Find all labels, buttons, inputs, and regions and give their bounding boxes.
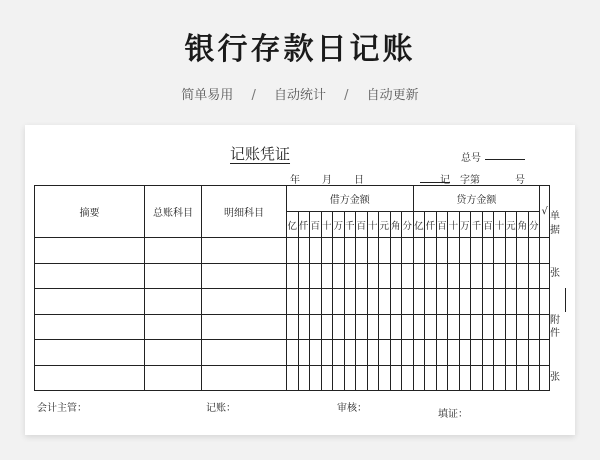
amount-cell[interactable]: [436, 289, 448, 315]
debit-digit-4: 万: [333, 212, 345, 238]
amount-cell[interactable]: [459, 365, 471, 391]
amount-cell[interactable]: [494, 365, 506, 391]
amount-cell[interactable]: [517, 263, 529, 289]
table-row: [35, 314, 550, 340]
amount-cell[interactable]: [517, 289, 529, 315]
detail-account-cell[interactable]: [202, 263, 287, 289]
amount-cell[interactable]: [436, 263, 448, 289]
check-cell[interactable]: [540, 314, 550, 340]
col-debit: 借方金额: [287, 186, 414, 212]
credit-digit-4: 万: [459, 212, 471, 238]
summary-cell[interactable]: [35, 340, 145, 366]
amount-cell[interactable]: [379, 340, 391, 366]
summary-cell[interactable]: [35, 263, 145, 289]
amount-cell[interactable]: [298, 314, 310, 340]
date-month: 月: [322, 175, 332, 186]
footer-supervisor: 会计主管：: [37, 403, 87, 414]
amount-cell[interactable]: [413, 289, 425, 315]
table-row: [35, 289, 550, 315]
credit-digit-5: 千: [471, 212, 483, 238]
amount-cell[interactable]: [390, 263, 402, 289]
debit-digit-2: 百: [310, 212, 322, 238]
side-zhang-bottom: 张: [550, 372, 560, 383]
feature-auto-stats: 自动统计: [273, 88, 326, 103]
footer-auditor: 审核：: [337, 403, 367, 414]
general-account-cell[interactable]: [145, 314, 202, 340]
amount-cell[interactable]: [321, 365, 333, 391]
amount-cell[interactable]: [390, 340, 402, 366]
debit-digit-8: 元: [379, 212, 391, 238]
amount-cell[interactable]: [379, 263, 391, 289]
voucher-title: 记账凭证: [230, 145, 291, 163]
amount-cell[interactable]: [517, 238, 529, 264]
page-title: 银行存款日记账: [184, 32, 416, 67]
amount-cell[interactable]: [528, 263, 540, 289]
amount-cell[interactable]: [310, 289, 322, 315]
summary-cell[interactable]: [35, 238, 145, 264]
credit-digit-10: 分: [528, 212, 540, 238]
amount-cell[interactable]: [356, 314, 368, 340]
amount-cell[interactable]: [482, 365, 494, 391]
amount-cell[interactable]: [448, 365, 460, 391]
debit-digit-1: 仟: [298, 212, 310, 238]
amount-cell[interactable]: [390, 238, 402, 264]
general-account-cell[interactable]: [145, 238, 202, 264]
detail-account-cell[interactable]: [202, 238, 287, 264]
amount-cell[interactable]: [402, 289, 414, 315]
amount-cell[interactable]: [367, 289, 379, 315]
amount-cell[interactable]: [287, 365, 299, 391]
amount-cell[interactable]: [287, 238, 299, 264]
amount-cell[interactable]: [505, 238, 517, 264]
amount-cell[interactable]: [367, 238, 379, 264]
amount-cell[interactable]: [402, 340, 414, 366]
amount-cell[interactable]: [298, 289, 310, 315]
amount-cell[interactable]: [471, 365, 483, 391]
amount-cell[interactable]: [459, 289, 471, 315]
check-cell[interactable]: [540, 340, 550, 366]
table-row: [35, 365, 550, 391]
check-cell[interactable]: [540, 263, 550, 289]
amount-cell[interactable]: [425, 314, 437, 340]
amount-cell[interactable]: [344, 238, 356, 264]
amount-cell[interactable]: [321, 289, 333, 315]
amount-cell[interactable]: [425, 340, 437, 366]
feature-easy: 简单易用: [181, 88, 234, 103]
feature-auto-update: 自动更新: [366, 88, 419, 103]
amount-cell[interactable]: [471, 289, 483, 315]
amount-cell[interactable]: [505, 263, 517, 289]
amount-cell[interactable]: [333, 365, 345, 391]
amount-cell[interactable]: [413, 238, 425, 264]
amount-cell[interactable]: [379, 314, 391, 340]
amount-cell[interactable]: [494, 263, 506, 289]
date-day: 日: [354, 175, 364, 186]
voucher-number-blank: [485, 159, 525, 160]
detail-account-cell[interactable]: [202, 365, 287, 391]
general-account-cell[interactable]: [145, 365, 202, 391]
summary-cell[interactable]: [35, 365, 145, 391]
amount-cell[interactable]: [356, 238, 368, 264]
amount-cell[interactable]: [517, 340, 529, 366]
amount-cell[interactable]: [367, 263, 379, 289]
amount-cell[interactable]: [402, 314, 414, 340]
voucher-table: [34, 185, 550, 391]
amount-cell[interactable]: [494, 314, 506, 340]
amount-cell[interactable]: [505, 340, 517, 366]
credit-digit-3: 十: [448, 212, 460, 238]
amount-cell[interactable]: [298, 340, 310, 366]
amount-cell[interactable]: [310, 314, 322, 340]
amount-cell[interactable]: [517, 365, 529, 391]
side-ju: 据: [550, 225, 560, 236]
general-account-cell[interactable]: [145, 289, 202, 315]
side-zhang-top: 张: [550, 268, 560, 279]
feature-separator: /: [344, 88, 349, 103]
amount-cell[interactable]: [425, 238, 437, 264]
credit-digit-7: 十: [494, 212, 506, 238]
check-cell[interactable]: [540, 289, 550, 315]
amount-cell[interactable]: [379, 238, 391, 264]
col-summary: 摘要: [35, 186, 145, 238]
col-detail-account: 明细科目: [202, 186, 287, 238]
amount-cell[interactable]: [505, 365, 517, 391]
detail-account-cell[interactable]: [202, 314, 287, 340]
amount-cell[interactable]: [298, 238, 310, 264]
date-year: 年: [290, 175, 300, 186]
amount-cell[interactable]: [287, 289, 299, 315]
amount-cell[interactable]: [448, 289, 460, 315]
amount-cell[interactable]: [333, 314, 345, 340]
debit-digit-3: 十: [321, 212, 333, 238]
amount-cell[interactable]: [310, 365, 322, 391]
amount-cell[interactable]: [310, 263, 322, 289]
amount-cell[interactable]: [333, 263, 345, 289]
amount-cell[interactable]: [390, 365, 402, 391]
general-account-cell[interactable]: [145, 340, 202, 366]
credit-digit-9: 角: [517, 212, 529, 238]
amount-cell[interactable]: [482, 314, 494, 340]
summary-cell[interactable]: [35, 289, 145, 315]
amount-cell[interactable]: [390, 289, 402, 315]
amount-cell[interactable]: [448, 314, 460, 340]
amount-cell[interactable]: [390, 314, 402, 340]
side-jian: 件: [550, 328, 560, 339]
amount-cell[interactable]: [356, 340, 368, 366]
amount-cell[interactable]: [413, 365, 425, 391]
check-cell[interactable]: [540, 365, 550, 391]
amount-cell[interactable]: [459, 238, 471, 264]
amount-cell[interactable]: [333, 238, 345, 264]
amount-cell[interactable]: [425, 365, 437, 391]
amount-cell[interactable]: [379, 365, 391, 391]
amount-cell[interactable]: [482, 340, 494, 366]
amount-cell[interactable]: [471, 238, 483, 264]
amount-cell[interactable]: [287, 263, 299, 289]
amount-cell[interactable]: [321, 238, 333, 264]
voucher-hao: 号: [515, 175, 525, 186]
col-credit: 贷方金额: [413, 186, 540, 212]
amount-cell[interactable]: [287, 340, 299, 366]
amount-cell[interactable]: [321, 314, 333, 340]
amount-cell[interactable]: [356, 365, 368, 391]
voucher-ji: 记: [440, 175, 450, 186]
table-row: [35, 263, 550, 289]
debit-digit-6: 百: [356, 212, 368, 238]
debit-digit-0: 亿: [287, 212, 299, 238]
amount-cell[interactable]: [448, 263, 460, 289]
amount-cell[interactable]: [494, 340, 506, 366]
amount-cell[interactable]: [448, 340, 460, 366]
amount-cell[interactable]: [482, 263, 494, 289]
amount-cell[interactable]: [528, 289, 540, 315]
amount-cell[interactable]: [413, 340, 425, 366]
amount-cell[interactable]: [379, 289, 391, 315]
amount-cell[interactable]: [413, 314, 425, 340]
credit-digit-1: 仟: [425, 212, 437, 238]
col-check: √: [540, 186, 550, 238]
summary-cell[interactable]: [35, 314, 145, 340]
feature-separator: /: [251, 88, 256, 103]
amount-cell[interactable]: [482, 238, 494, 264]
amount-cell[interactable]: [367, 365, 379, 391]
amount-cell[interactable]: [436, 314, 448, 340]
footer-bookkeeper: 记账：: [206, 403, 236, 414]
debit-digit-7: 十: [367, 212, 379, 238]
debit-digit-9: 角: [390, 212, 402, 238]
amount-cell[interactable]: [528, 314, 540, 340]
debit-digit-5: 千: [344, 212, 356, 238]
amount-cell[interactable]: [344, 314, 356, 340]
side-divider: [565, 288, 566, 312]
amount-cell[interactable]: [344, 340, 356, 366]
table-row: [35, 340, 550, 366]
detail-account-cell[interactable]: [202, 340, 287, 366]
amount-cell[interactable]: [494, 289, 506, 315]
feature-tagline: [0, 84, 600, 103]
side-dan: 单: [550, 211, 560, 222]
amount-cell[interactable]: [310, 340, 322, 366]
amount-cell[interactable]: [333, 340, 345, 366]
amount-cell[interactable]: [471, 340, 483, 366]
general-account-cell[interactable]: [145, 263, 202, 289]
amount-cell[interactable]: [528, 340, 540, 366]
amount-cell[interactable]: [528, 238, 540, 264]
amount-cell[interactable]: [310, 238, 322, 264]
amount-cell[interactable]: [298, 365, 310, 391]
amount-cell[interactable]: [333, 289, 345, 315]
amount-cell[interactable]: [505, 314, 517, 340]
amount-cell[interactable]: [344, 263, 356, 289]
amount-cell[interactable]: [448, 238, 460, 264]
voucher-number-label: 总号: [461, 153, 481, 164]
table-row: [35, 238, 550, 264]
amount-cell[interactable]: [436, 365, 448, 391]
amount-cell[interactable]: [517, 314, 529, 340]
amount-cell[interactable]: [425, 289, 437, 315]
check-cell[interactable]: [540, 238, 550, 264]
amount-cell[interactable]: [459, 314, 471, 340]
amount-cell[interactable]: [344, 289, 356, 315]
credit-digit-6: 百: [482, 212, 494, 238]
amount-cell[interactable]: [402, 365, 414, 391]
credit-digit-2: 百: [436, 212, 448, 238]
amount-cell[interactable]: [367, 314, 379, 340]
amount-cell[interactable]: [344, 365, 356, 391]
amount-cell[interactable]: [494, 238, 506, 264]
col-general-account: 总账科目: [145, 186, 202, 238]
amount-cell[interactable]: [402, 263, 414, 289]
amount-cell[interactable]: [321, 340, 333, 366]
amount-cell[interactable]: [436, 340, 448, 366]
credit-digit-8: 元: [505, 212, 517, 238]
footer-preparer: 填证：: [438, 409, 468, 420]
amount-cell[interactable]: [471, 314, 483, 340]
amount-cell[interactable]: [356, 263, 368, 289]
amount-cell[interactable]: [356, 289, 368, 315]
detail-account-cell[interactable]: [202, 289, 287, 315]
side-fu: 附: [550, 315, 560, 326]
amount-cell[interactable]: [298, 263, 310, 289]
amount-cell[interactable]: [528, 365, 540, 391]
amount-cell[interactable]: [482, 289, 494, 315]
amount-cell[interactable]: [287, 314, 299, 340]
amount-cell[interactable]: [413, 263, 425, 289]
voucher-zi-di: 字第: [460, 175, 480, 186]
amount-cell[interactable]: [505, 289, 517, 315]
amount-cell[interactable]: [425, 263, 437, 289]
debit-digit-10: 分: [402, 212, 414, 238]
amount-cell[interactable]: [321, 263, 333, 289]
table-header-row: [35, 186, 550, 212]
amount-cell[interactable]: [459, 340, 471, 366]
voucher-card: [25, 125, 575, 435]
amount-cell[interactable]: [471, 263, 483, 289]
credit-digit-0: 亿: [413, 212, 425, 238]
amount-cell[interactable]: [459, 263, 471, 289]
amount-cell[interactable]: [436, 238, 448, 264]
amount-cell[interactable]: [367, 340, 379, 366]
amount-cell[interactable]: [402, 238, 414, 264]
